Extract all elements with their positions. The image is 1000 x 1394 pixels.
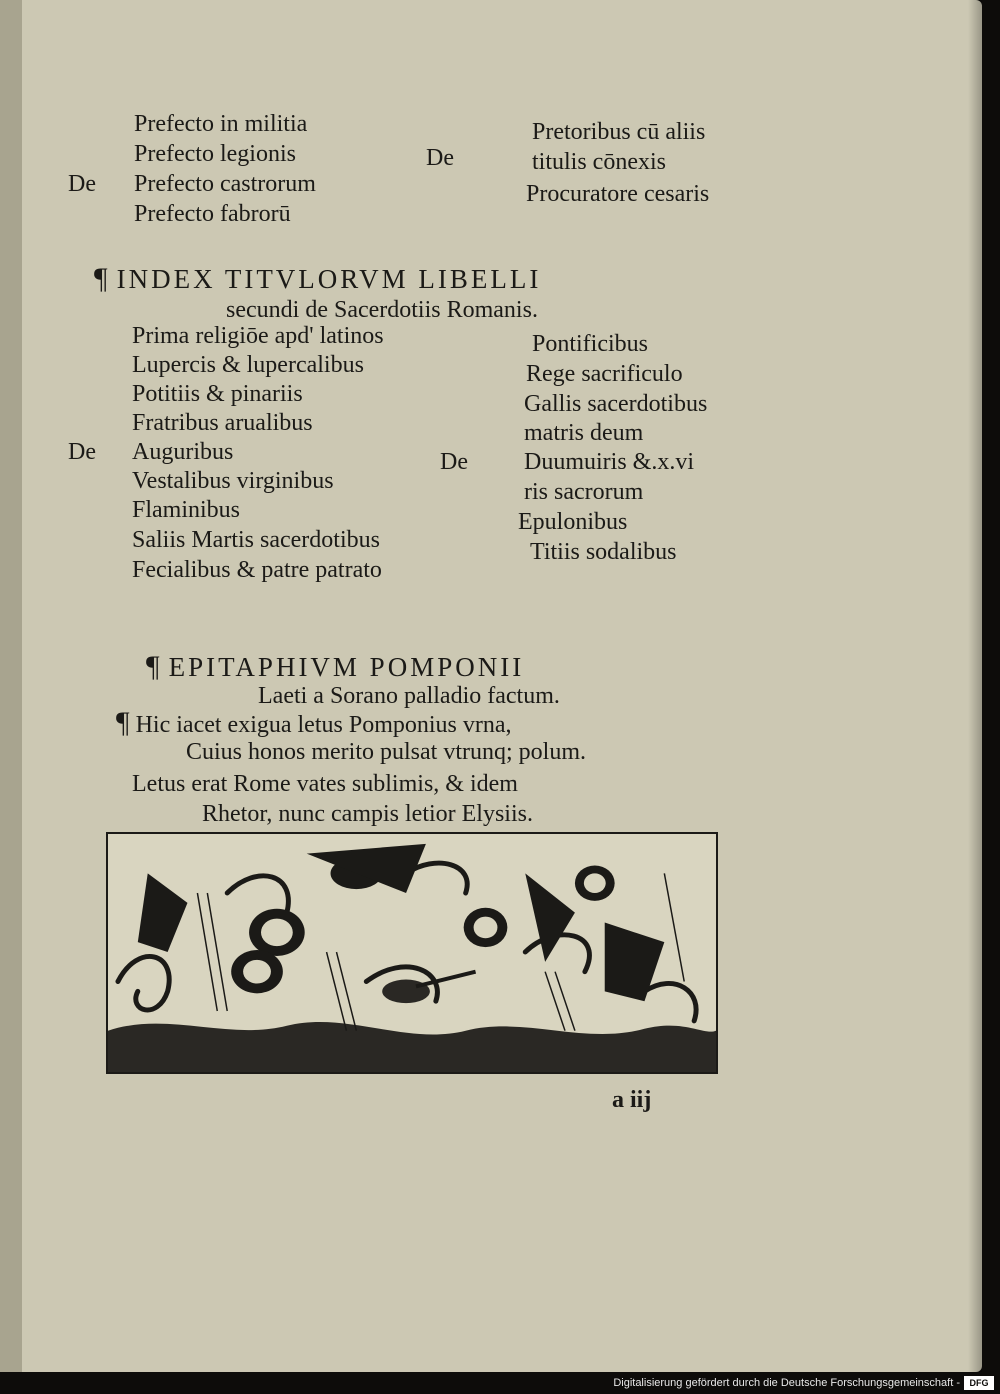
index-right-item-2: Rege sacrificulo [526,361,683,387]
top-left-de: De [68,171,96,197]
signature-mark: a iij [612,1087,652,1113]
epitaph-line-1 [116,708,512,740]
index-right-item-6: ris sacrorum [524,479,644,505]
dfg-logo: DFG [964,1376,994,1390]
index-right-de: De [440,449,468,475]
pilcrow-icon: ¶ [116,706,130,739]
index-subtitle: secundi de Sacerdotiis Romanis. [226,297,538,323]
index-left-item-1: Prima religiōe apd' latinos [132,323,384,349]
index-title-text: INDEX TITVLORVM LIBELLI [116,264,542,294]
epitaph-title-text: EPITAPHIVM POMPONII [168,652,525,682]
epitaph-subtitle: Laeti a Sorano palladio factum. [258,683,560,709]
footer-text: Digitalisierung gefördert durch die Deutsche Forschungsgemeinschaft - [613,1377,960,1389]
digitization-footer [0,1372,1000,1394]
index-right-item-1: Pontificibus [532,331,649,357]
index-left-item-4: Fratribus arualibus [132,410,313,436]
woodcut-illustration [106,832,718,1074]
index-right-item-4: matris deum [524,420,644,446]
index-left-de: De [68,439,96,465]
index-right-item-7: Epulonibus [518,509,628,535]
index-left-item-8: Saliis Martis sacerdotibus [132,527,380,553]
index-left-item-2: Lupercis & lupercalibus [132,352,364,378]
pilcrow-icon: ¶ [146,650,163,683]
top-right-item-1: Pretoribus cū aliis [532,119,706,145]
index-right-item-5: Duumuiris &.x.vi [524,449,695,475]
index-left-item-9: Fecialibus & patre patrato [132,557,382,583]
pilcrow-icon: ¶ [94,262,111,295]
top-left-item-1: Prefecto in militia [134,111,308,137]
epitaph-line-1-text: Hic iacet exigua letus Pomponius vrna, [135,712,512,738]
index-right-item-3: Gallis sacerdotibus [524,391,708,417]
index-right-item-8: Titiis sodalibus [530,539,677,565]
index-left-item-5: Auguribus [132,439,234,465]
top-right-item-2: titulis cōnexis [532,149,666,175]
index-left-item-6: Vestalibus virginibus [132,468,334,494]
top-left-item-3: Prefecto castrorum [134,171,316,197]
top-left-item-2: Prefecto legionis [134,141,296,167]
top-left-item-4: Prefecto fabrorū [134,201,291,227]
epitaph-line-2: Cuius honos merito pulsat vtrunq; polum. [186,739,586,765]
top-right-item-3: Procuratore cesaris [526,181,710,207]
index-left-item-3: Potitiis & pinariis [132,381,303,407]
top-right-de: De [426,145,454,171]
epitaph-title [146,650,524,684]
index-left-item-7: Flaminibus [132,497,241,523]
epitaph-line-3: Letus erat Rome vates sublimis, & idem [132,771,518,797]
epitaph-line-4: Rhetor, nunc campis letior Elysiis. [202,801,533,827]
index-title [94,262,541,296]
